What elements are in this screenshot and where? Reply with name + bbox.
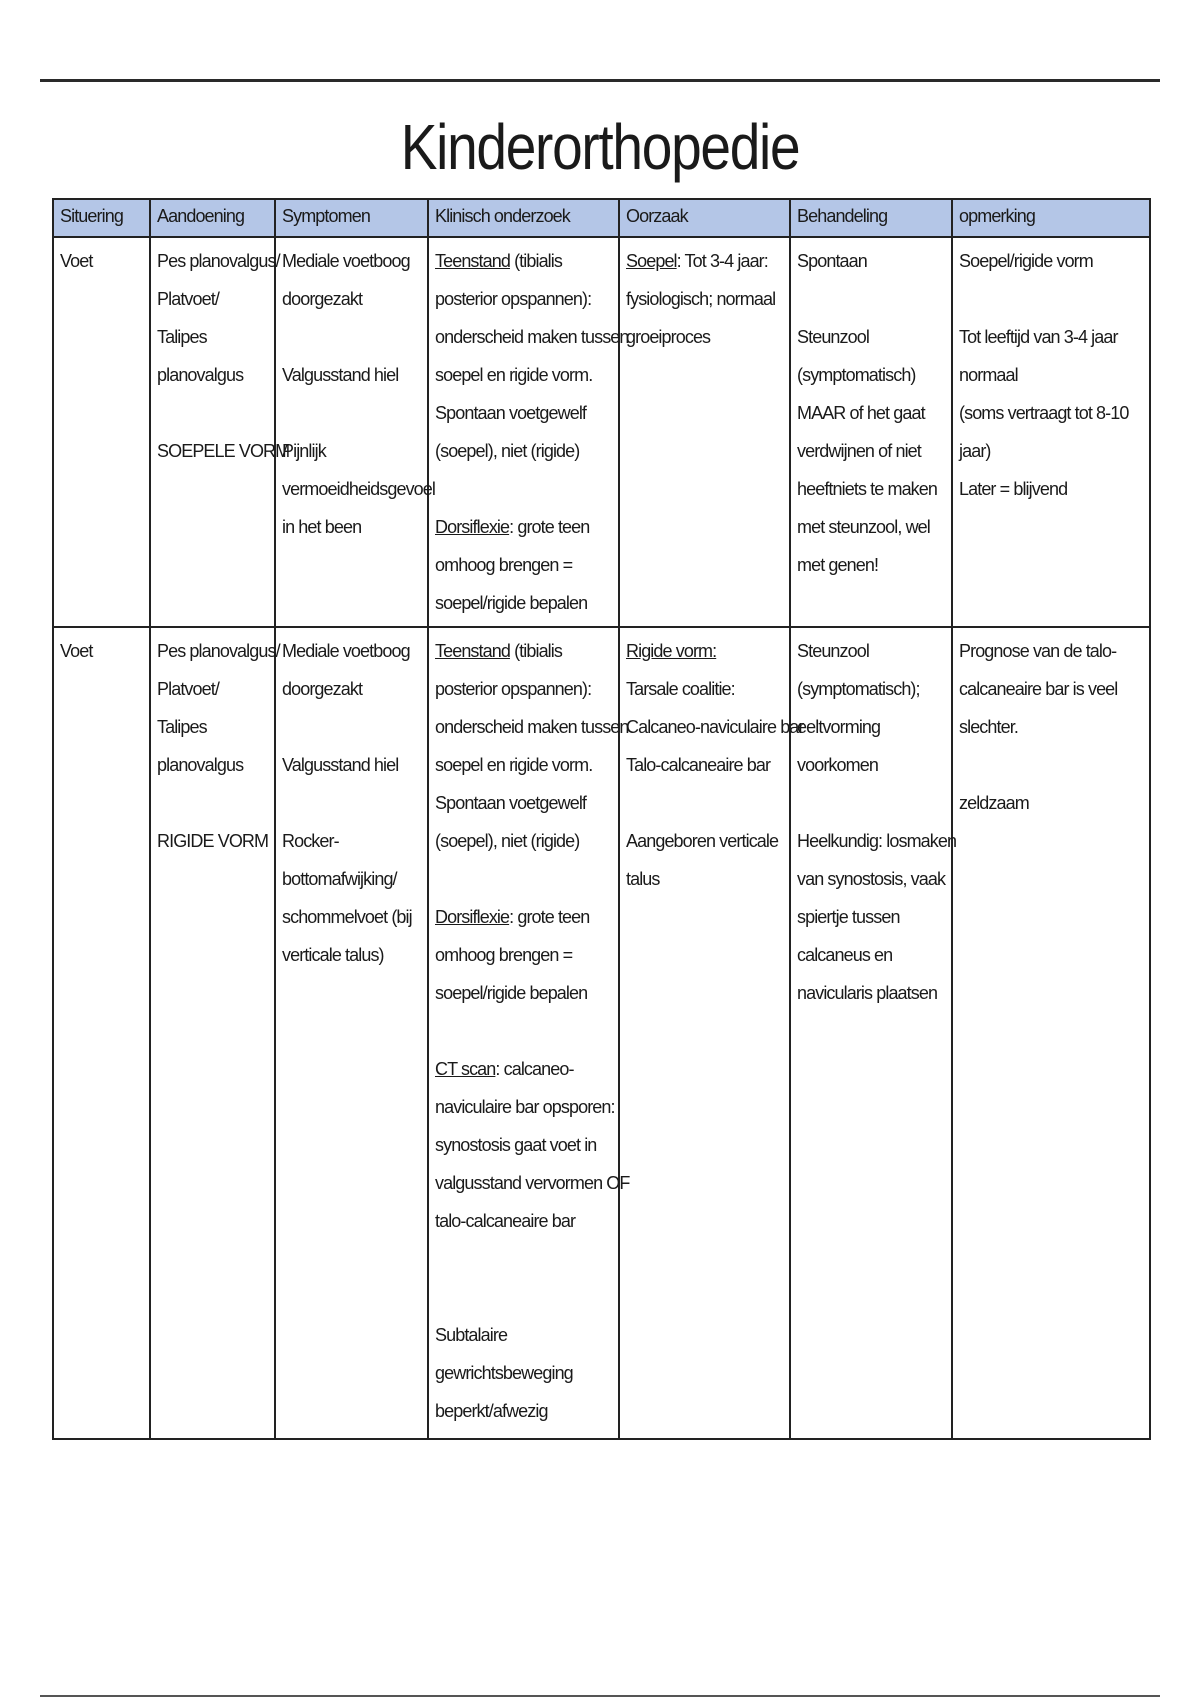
cell-situering: Voet [53,237,150,627]
cell-aandoening: Pes planovalgus/ Platvoet/ Talipes planovalgus SOEPELE VORM [150,237,275,627]
header-row [53,199,1150,237]
cell-situering: Voet [53,627,150,1439]
header-symptomen: Symptomen [275,199,428,237]
cell-oorzaak: Soepel: Tot 3-4 jaar: fysiologisch; normaal groeiproces [619,237,790,627]
header-aandoening: Aandoening [150,199,275,237]
cell-klinisch-onderzoek: Teenstand (tibialis posterior opspannen): onderscheid maken tussen soepel en rigide vorm. Spontaan voetgewelf (soepel), niet (rigide) Dorsiflexie: grote teen omhoog brengen = soepel/rigide bepalen [428,237,619,627]
cell-klinisch-onderzoek: Teenstand (tibialis posterior opspannen): onderscheid maken tussen soepel en rigide vorm. Spontaan voetgewelf (soepel), niet (rigide) Dorsiflexie: grote teen omhoog brengen = soepel/rigide bepalen CT scan: calcaneo- naviculaire bar opsporen: synostosis gaat voet in valgusstand vervormen OF talo-calcaneaire bar Subtalaire gewrichtsbeweging beperkt/afwezig [428,627,619,1439]
cell-oorzaak: Rigide vorm: Tarsale coalitie: Calcaneo-naviculaire bar Talo-calcaneaire bar Aangeboren verticale talus [619,627,790,1439]
page-title: Kinderorthopedie [400,111,800,183]
cell-behandeling: Steunzool (symptomatisch); eeltvorming voorkomen Heelkundig: losmaken van synostosis, vaak spiertje tussen calcaneus en navicularis plaatsen [790,627,952,1439]
cell-opmerking: Soepel/rigide vorm Tot leeftijd van 3-4 jaar normaal (soms vertraagt tot 8-10 jaar) Later = blijvend [952,237,1150,627]
cell-symptomen: Mediale voetboog doorgezakt Valgusstand hiel Rocker- bottomafwijking/ schommelvoet (bij verticale talus) [275,627,428,1439]
cell-symptomen: Mediale voetboog doorgezakt Valgusstand hiel Pijnlijk vermoeidheidsgevoel in het been [275,237,428,627]
bottom-rule [40,1695,1160,1697]
header-opmerking: opmerking [952,199,1150,237]
table-row [53,627,1150,1439]
cell-aandoening: Pes planovalgus/ Platvoet/ Talipes planovalgus RIGIDE VORM [150,627,275,1439]
top-rule [40,79,1160,82]
table-row [53,237,1150,627]
orthopedics-table [52,198,1151,1440]
header-behandeling: Behandeling [790,199,952,237]
header-situering: Situering [53,199,150,237]
cell-opmerking: Prognose van de talo- calcaneaire bar is veel slechter. zeldzaam [952,627,1150,1439]
cell-behandeling: Spontaan Steunzool (symptomatisch) MAAR of het gaat verdwijnen of niet heeftniets te maken met steunzool, wel met genen! [790,237,952,627]
header-klinisch-onderzoek: Klinisch onderzoek [428,199,619,237]
header-oorzaak: Oorzaak [619,199,790,237]
